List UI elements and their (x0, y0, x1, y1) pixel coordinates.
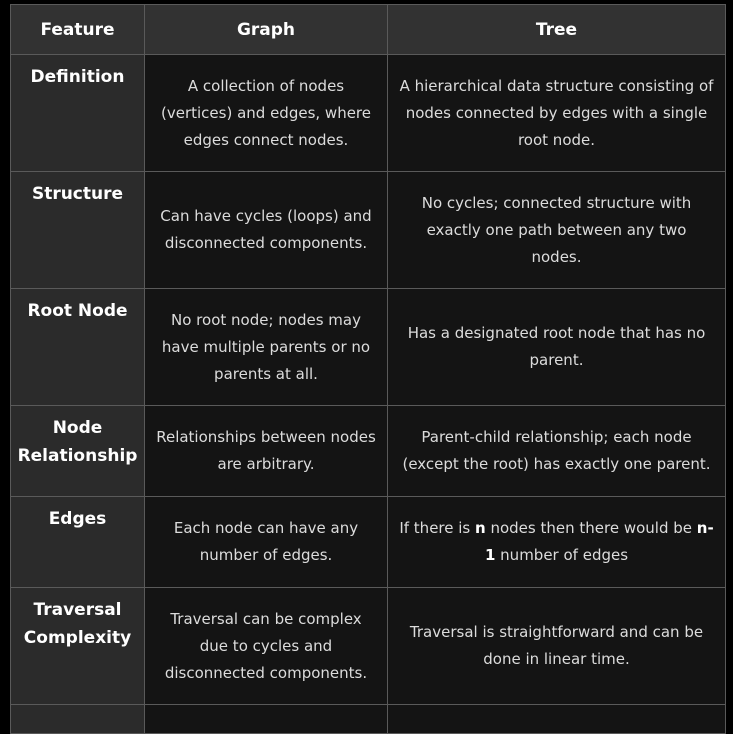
graph-partial (145, 705, 388, 734)
graph-traversal-complexity: Traversal can be complex due to cycles and disconnected components. (145, 588, 388, 705)
header-feature: Feature (11, 5, 145, 55)
feature-node-relationship: Node Relationship (11, 406, 145, 497)
header-tree: Tree (388, 5, 726, 55)
graph-structure: Can have cycles (loops) and disconnected components. (145, 172, 388, 289)
header-row (11, 5, 726, 55)
tree-edges-n-minus-1: n-1 (484, 519, 714, 564)
table-row (11, 289, 726, 406)
graph-edges: Each node can have any number of edges. (145, 497, 388, 588)
feature-definition: Definition (11, 55, 145, 172)
tree-traversal-complexity: Traversal is straightforward and can be done in linear time. (388, 588, 726, 705)
feature-partial (11, 705, 145, 734)
tree-definition: A hierarchical data structure consisting of nodes connected by edges with a single root node. (388, 55, 726, 172)
table-row (11, 172, 726, 289)
tree-edges (388, 497, 726, 588)
tree-edges-text-pre: If there is (399, 519, 476, 537)
tree-partial (388, 705, 726, 734)
tree-root-node: Has a designated root node that has no parent. (388, 289, 726, 406)
graph-node-relationship: Relationships between nodes are arbitrary. (145, 406, 388, 497)
header-graph: Graph (145, 5, 388, 55)
graph-root-node: No root node; nodes may have multiple parents or no parents at all. (145, 289, 388, 406)
tree-edges-n: n (475, 519, 486, 537)
feature-structure: Structure (11, 172, 145, 289)
tree-structure: No cycles; connected structure with exactly one path between any two nodes. (388, 172, 726, 289)
table-row-partial (11, 705, 726, 734)
graph-vs-tree-table (10, 4, 726, 734)
tree-edges-text-post: number of edges (495, 546, 629, 564)
table-row (11, 55, 726, 172)
feature-traversal-complexity: Traversal Complexity (11, 588, 145, 705)
feature-root-node: Root Node (11, 289, 145, 406)
tree-edges-text-mid: nodes then there would be (485, 519, 697, 537)
tree-node-relationship: Parent-child relationship; each node (except the root) has exactly one parent. (388, 406, 726, 497)
graph-definition: A collection of nodes (vertices) and edges, where edges connect nodes. (145, 55, 388, 172)
table-row (11, 588, 726, 705)
feature-edges: Edges (11, 497, 145, 588)
table-row (11, 406, 726, 497)
comparison-table-container (10, 4, 725, 734)
table-row (11, 497, 726, 588)
